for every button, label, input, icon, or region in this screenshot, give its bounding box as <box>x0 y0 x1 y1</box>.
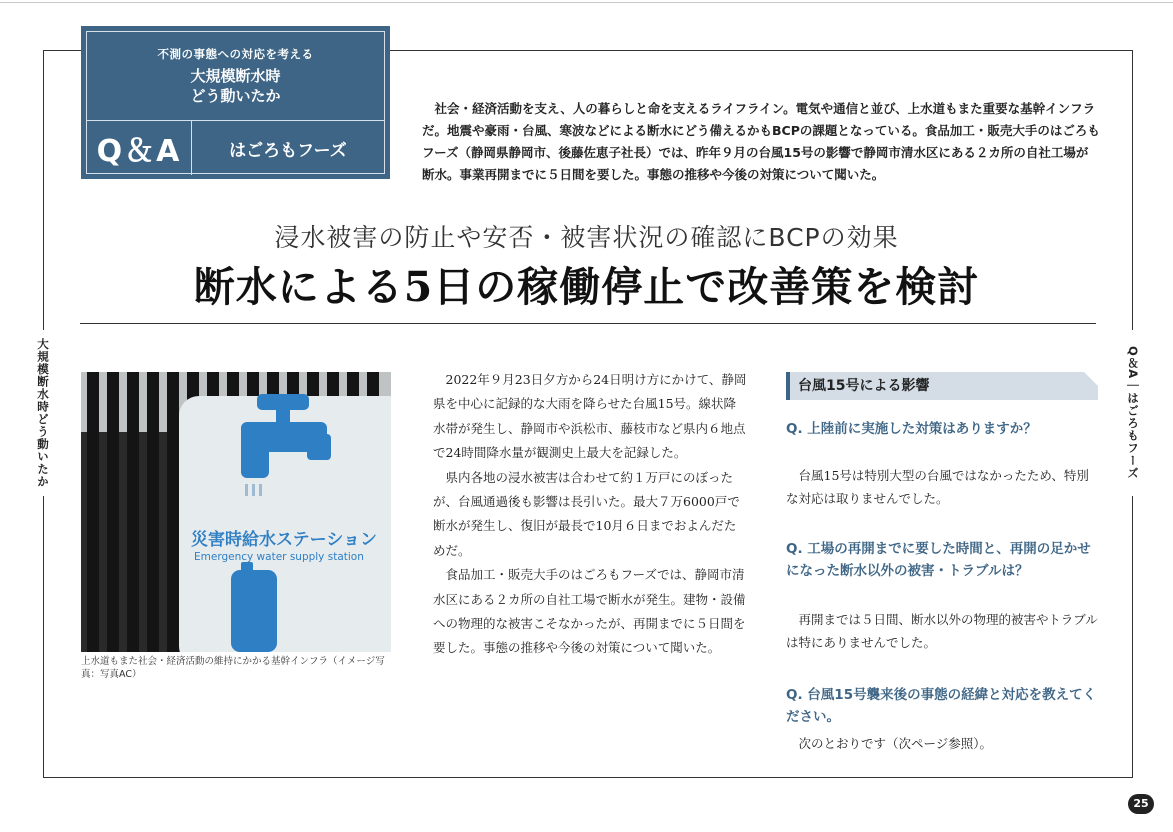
side-tab-left: 大規模断水時どう動いたか <box>35 330 51 496</box>
body-paragraph: 2022年９月23日夕方から24日明け方にかけて、静岡県を中心に記録的な大雨を降らせた台風15号。線状降水帯が発生し、静岡市や浜松市、藤枝市など県内６地点で24時間降水量が観測史上最大を記録した。 <box>433 372 747 461</box>
qa-section-heading: 台風15号による影響 <box>786 372 1098 400</box>
sign-english-text: Emergency water supply station <box>194 551 364 563</box>
series-title <box>87 66 384 106</box>
question-3: Q. 台風15号襲来後の事態の経緯と対応を教えてください。 <box>786 687 1097 725</box>
question-2: Q. 工場の再開までに要した時間と、再開の足かせになった断水以外の被害・トラブルは？ <box>786 541 1091 579</box>
top-rule <box>0 2 1173 3</box>
answer-1: 台風15号は特別大型の台風ではなかったため、特別な対応は取りませんでした。 <box>786 468 1089 506</box>
series-header-top <box>87 32 384 121</box>
answer-2: 再開までは５日間、断水以外の物理的被害やトラブルは特にありませんでした。 <box>786 612 1098 650</box>
series-header-bottom <box>87 121 384 175</box>
page-number: 25 <box>1128 794 1154 814</box>
side-tab-right: Q＆A｜はごろもフーズ <box>1125 330 1141 496</box>
article-body <box>433 368 747 661</box>
series-title-line2: どう動いたか <box>190 87 281 105</box>
photo-caption: 上水道もまた社会・経済活動の維持にかかる基幹インフラ（イメージ写真：写真AC） <box>81 656 385 680</box>
qa-label: Q＆A <box>87 121 192 175</box>
article-headline: 断水による5日の稼働停止で改善策を検討 <box>193 263 980 311</box>
article-subheadline: 浸水被害の防止や安否・被害状況の確認にBCPの効果 <box>274 223 899 252</box>
body-paragraph: 県内各地の浸水被害は合わせて約１万戸にのぼったが、台風通過後も影響は長引いた。最大７万6000戸で断水が発生し、復旧が最長で10月６日までおよんだためだ。 <box>433 469 740 558</box>
series-header-inner <box>86 31 385 174</box>
question-1: Q. 上陸前に実施した対策はありますか？ <box>786 421 1037 437</box>
body-paragraph: 食品加工・販売大手のはごろもフーズでは、静岡市清水区にある２カ所の自社工場で断水が発生。建物・設備への物理的な被害こそなかったが、再開までに５日間を要した。事態の推移や今後の対策について聞いた。 <box>433 567 746 656</box>
article-photo <box>81 372 391 652</box>
sign-japanese-text: 災害時給水ステーション <box>191 530 377 550</box>
water-station-photo <box>81 372 391 652</box>
lead-paragraph: 社会・経済活動を支え、人の暮らしと命を支えるライフライン。電気や通信と並び、上水道もまた重要な基幹インフラだ。地震や豪雨・台風、寒波などによる断水にどう備えるかもBCPの課題となっている。食品加工・販売大手のはごろもフーズ（静岡県静岡市、後藤佐恵子社長）では、昨年９月の台風15号の影響で静岡市清水区にある２カ所の自社工場が断水。事業再開までに５日間を要した。事態の推移や今後の対策について聞いた。 <box>422 101 1100 182</box>
series-title-line1: 大規模断水時 <box>190 67 281 85</box>
company-label: はごろもフーズ <box>229 140 347 161</box>
headline-rule <box>80 323 1096 324</box>
qa-column <box>786 372 1098 751</box>
answer-3: 次のとおりです（次ページ参照）。 <box>798 736 993 751</box>
series-subtitle: 不測の事態への対応を考える <box>157 47 314 61</box>
series-header <box>81 26 390 179</box>
water-tank-icon <box>231 562 277 652</box>
